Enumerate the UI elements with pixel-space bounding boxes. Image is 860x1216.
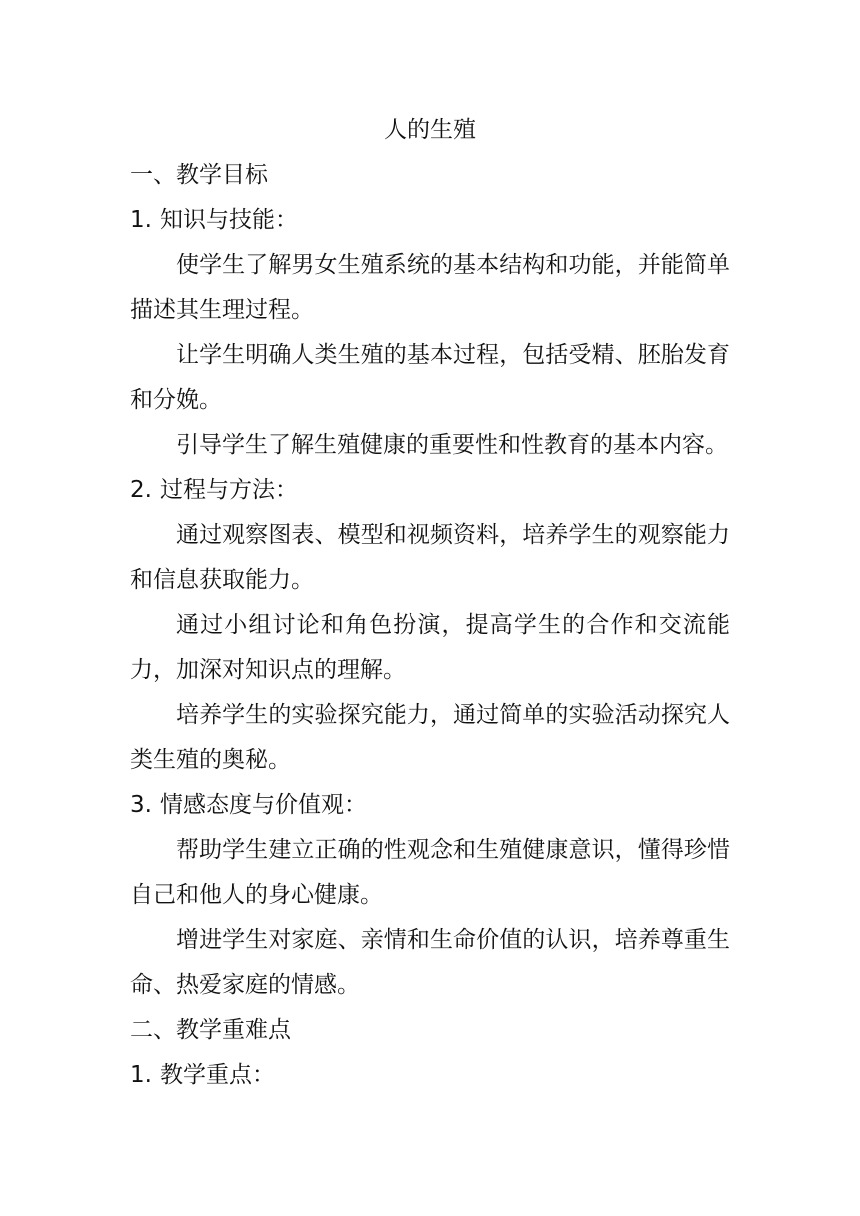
- document-body: [130, 108, 730, 1098]
- subsection-knowledge-skills: [130, 198, 730, 243]
- document-title: 人的生殖: [384, 117, 476, 143]
- subsection-number: 1.: [130, 1062, 152, 1088]
- subsection-number: 3.: [130, 792, 152, 818]
- paragraph: 通过观察图表、模型和视频资料，培养学生的观察能力和信息获取能力。: [130, 522, 730, 593]
- paragraph: 增进学生对家庭、亲情和生命价值的认识，培养尊重生命、热爱家庭的情感。: [130, 927, 730, 998]
- paragraph: 让学生明确人类生殖的基本过程，包括受精、胚胎发育和分娩。: [130, 342, 730, 413]
- paragraph: 培养学生的实验探究能力，通过简单的实验活动探究人类生殖的奥秘。: [130, 702, 730, 773]
- subsection-number: 1.: [130, 207, 152, 233]
- paragraph: 通过小组讨论和角色扮演，提高学生的合作和交流能力，加深对知识点的理解。: [130, 612, 730, 683]
- subsection-label: 情感态度与价值观：: [160, 792, 367, 818]
- subsection-label: 知识与技能：: [160, 207, 298, 233]
- subsection-emotion-values: [130, 783, 730, 828]
- section-heading-objectives: 一、教学目标: [130, 162, 268, 188]
- subsection-number: 2.: [130, 477, 152, 503]
- paragraph: 帮助学生建立正确的性观念和生殖健康意识，懂得珍惜自己和他人的身心健康。: [130, 837, 730, 908]
- subsection-process-methods: [130, 468, 730, 513]
- subsection-teaching-focus: [130, 1053, 730, 1098]
- section-heading-key-difficult-points: 二、教学重难点: [130, 1017, 291, 1043]
- subsection-label: 过程与方法：: [160, 477, 298, 503]
- subsection-label: 教学重点：: [160, 1062, 275, 1088]
- paragraph: 使学生了解男女生殖系统的基本结构和功能，并能简单描述其生理过程。: [130, 252, 730, 323]
- paragraph: 引导学生了解生殖健康的重要性和性教育的基本内容。: [176, 432, 728, 458]
